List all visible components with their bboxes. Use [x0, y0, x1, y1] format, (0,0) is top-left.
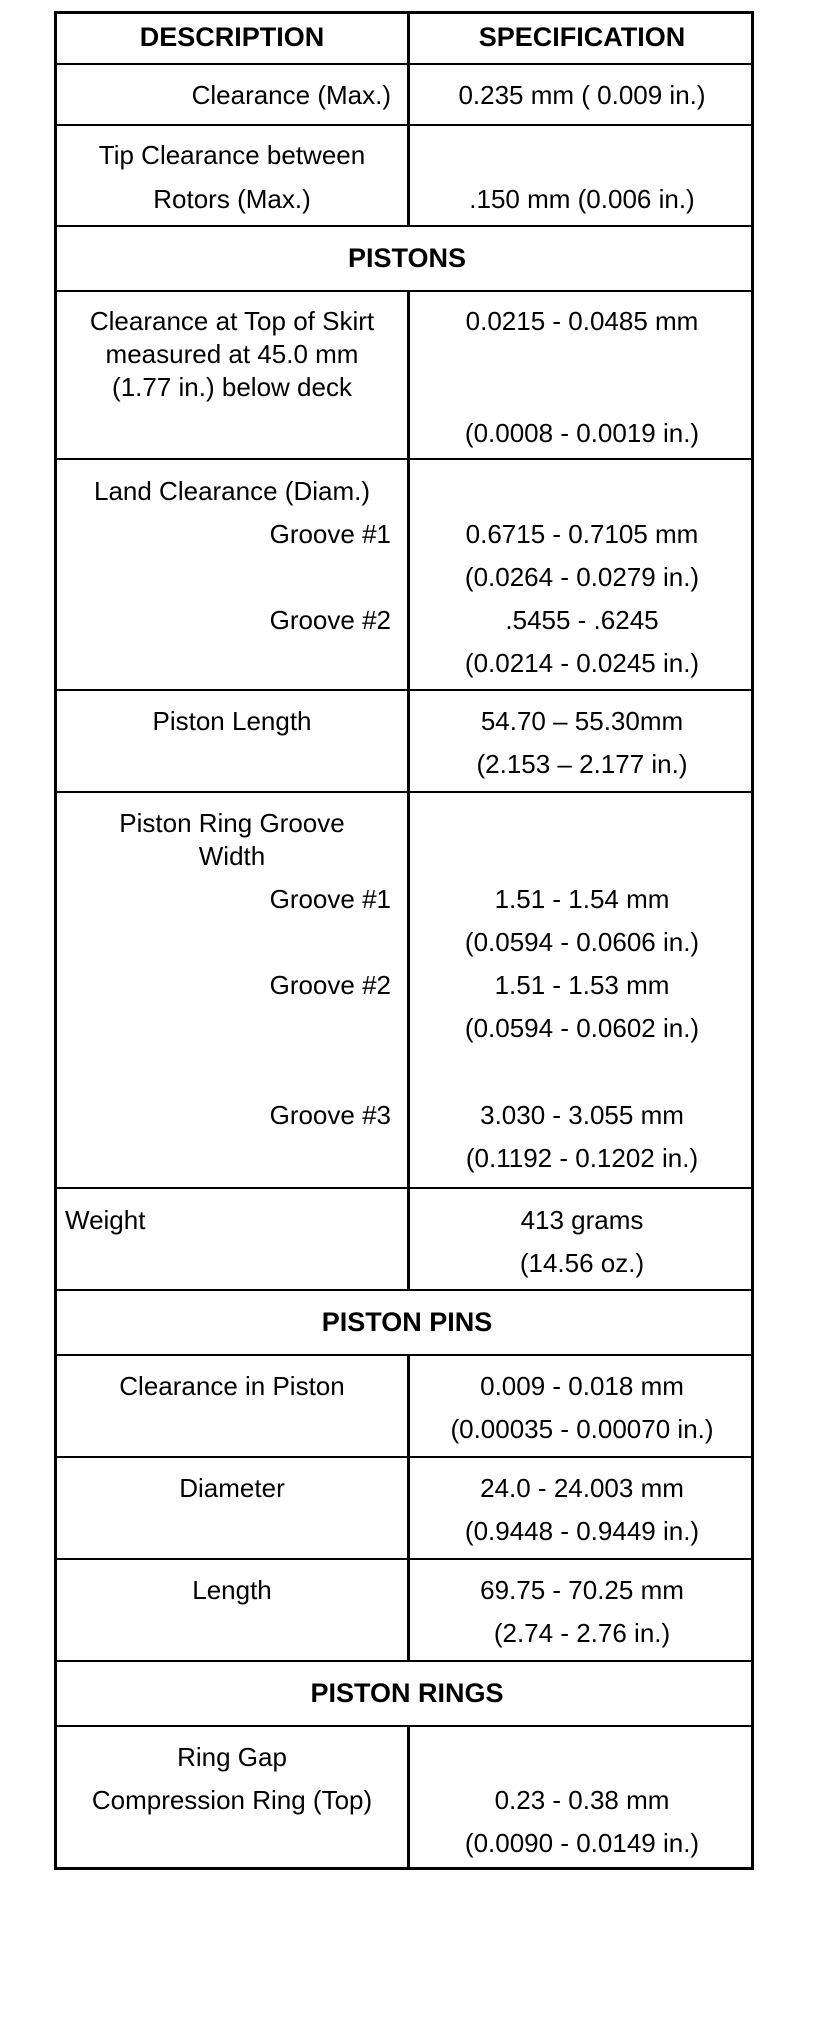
- pin-length-label: Length: [192, 1575, 272, 1605]
- ring-groove1-mm: 1.51 - 1.54 mm: [494, 884, 670, 914]
- pin-diameter-in: (0.9448 - 0.9449 in.): [464, 1516, 700, 1546]
- skirt-clearance-label-1: Clearance at Top of Skirt: [89, 306, 375, 336]
- pistons-section-title: PISTONS: [347, 243, 467, 273]
- row-divider: [57, 791, 751, 793]
- row-divider: [57, 225, 751, 227]
- piston-length-label: Piston Length: [152, 706, 312, 736]
- land-groove1-label: Groove #1: [269, 519, 391, 549]
- land-groove2-label: Groove #2: [269, 605, 391, 635]
- row-divider: [57, 290, 751, 292]
- column-divider: [407, 14, 410, 225]
- row-divider: [57, 1558, 751, 1560]
- row-divider: [57, 689, 751, 691]
- weight-oz: (14.56 oz.): [519, 1248, 645, 1278]
- skirt-clearance-label-2: measured at 45.0 mm: [105, 339, 359, 369]
- pin-diameter-mm: 24.0 - 24.003 mm: [480, 1473, 684, 1503]
- weight-label: Weight: [65, 1205, 146, 1235]
- pin-clearance-in: (0.00035 - 0.00070 in.): [450, 1414, 714, 1444]
- pin-diameter-label: Diameter: [179, 1473, 285, 1503]
- land-groove1-in: (0.0264 - 0.0279 in.): [464, 562, 700, 592]
- weight-grams: 413 grams: [520, 1205, 644, 1235]
- ring-groove1-label: Groove #1: [269, 884, 391, 914]
- row-divider: [57, 1187, 751, 1189]
- column-divider: [407, 290, 410, 1289]
- piston-length-in: (2.153 – 2.177 in.): [476, 749, 688, 779]
- row-divider: [57, 1289, 751, 1291]
- pin-length-mm: 69.75 - 70.25 mm: [480, 1575, 684, 1605]
- row-divider: [57, 63, 751, 65]
- ring-groove3-mm: 3.030 - 3.055 mm: [480, 1100, 684, 1130]
- ring-gap-mm: 0.23 - 0.38 mm: [494, 1785, 670, 1815]
- row-divider: [57, 458, 751, 460]
- header-description: DESCRIPTION: [139, 22, 325, 52]
- pin-clearance-mm: 0.009 - 0.018 mm: [480, 1371, 684, 1401]
- land-groove2-mm: .5455 - .6245: [505, 605, 659, 635]
- tip-clearance-spec: .150 mm (0.006 in.): [469, 184, 695, 214]
- ring-gap-title: Ring Gap: [177, 1742, 287, 1772]
- piston-length-mm: 54.70 – 55.30mm: [480, 706, 684, 736]
- tip-clearance-label-1: Tip Clearance between: [98, 140, 366, 170]
- compression-ring-label: Compression Ring (Top): [91, 1785, 373, 1815]
- column-divider: [407, 1354, 410, 1660]
- ring-groove2-label: Groove #2: [269, 970, 391, 1000]
- row-divider: [57, 1660, 751, 1662]
- clearance-max-spec: 0.235 mm ( 0.009 in.): [458, 80, 706, 110]
- land-groove1-mm: 0.6715 - 0.7105 mm: [465, 519, 699, 549]
- ring-groove-title-2: Width: [198, 841, 266, 871]
- land-groove2-in: (0.0214 - 0.0245 in.): [464, 648, 700, 678]
- ring-groove1-in: (0.0594 - 0.0606 in.): [464, 927, 700, 957]
- ring-groove3-label: Groove #3: [269, 1100, 391, 1130]
- ring-groove2-in: (0.0594 - 0.0602 in.): [464, 1013, 700, 1043]
- row-divider: [57, 1725, 751, 1727]
- tip-clearance-label-2: Rotors (Max.): [153, 184, 311, 214]
- column-divider: [407, 1725, 410, 1870]
- piston-rings-section-title: PISTON RINGS: [310, 1678, 504, 1708]
- skirt-clearance-label-3: (1.77 in.) below deck: [112, 372, 352, 402]
- clearance-max-label: Clearance (Max.): [191, 80, 391, 110]
- row-divider: [57, 124, 751, 126]
- spec-table: [54, 11, 754, 1870]
- row-divider: [57, 1354, 751, 1356]
- pin-clearance-label: Clearance in Piston: [119, 1371, 345, 1401]
- ring-gap-in: (0.0090 - 0.0149 in.): [464, 1828, 700, 1858]
- ring-groove2-mm: 1.51 - 1.53 mm: [494, 970, 670, 1000]
- skirt-clearance-spec-in: (0.0008 - 0.0019 in.): [464, 418, 700, 448]
- piston-pins-section-title: PISTON PINS: [321, 1307, 493, 1337]
- ring-groove3-in: (0.1192 - 0.1202 in.): [465, 1143, 699, 1173]
- row-divider: [57, 1456, 751, 1458]
- land-clearance-title: Land Clearance (Diam.): [93, 476, 371, 506]
- header-specification: SPECIFICATION: [478, 22, 686, 52]
- ring-groove-title-1: Piston Ring Groove: [119, 808, 345, 838]
- skirt-clearance-spec-mm: 0.0215 - 0.0485 mm: [465, 306, 699, 336]
- pin-length-in: (2.74 - 2.76 in.): [493, 1618, 671, 1648]
